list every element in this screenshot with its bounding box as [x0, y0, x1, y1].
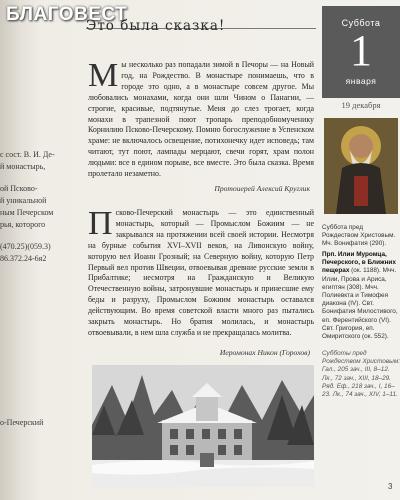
monastery-illustration	[92, 365, 314, 487]
sidebar-feast: Суббота пред Рождеством Христовым. Мч. Вонифатия (290).	[322, 224, 396, 248]
old-style-date: 19 декабря	[341, 100, 381, 110]
saint-icon-image	[324, 118, 398, 214]
watermark: БЛАГОВЕСТ	[6, 4, 128, 25]
monastery-photo	[92, 365, 314, 487]
prev-line: 86.372.24-6я2	[0, 254, 47, 263]
prev-line: с сост. В. И. Де-	[0, 150, 55, 159]
saint-icon	[324, 118, 398, 214]
date-box	[322, 6, 400, 98]
paragraph-1-text: ы несколько раз попадали зимой в Печоры — на Новый год, на Рождество. В монастыре понимаешь, что в городе это одно, а в монастыре совсем другое. Мы любовались монахами, когда они шли Чином о Панагии, — строгие, красивые, подтянутые. Меня до слез трогает, когда монахи в трапезной поют тропарь преподобномученику Корнилию Псково-Печерскому. Помню богослужение в Успенском храме: не включалось освещение, потихонечку идет исповедь; там читают, тут поют, лампады мерцают, свечи горят, храм полон людьми: все в едином порыве, все вместе. Это была сказка. Время пролетало незаметно.	[88, 60, 314, 179]
sidebar-saints	[322, 251, 400, 341]
prev-line: рья, которого	[0, 220, 46, 229]
sidebar-readings: Субботы пред Рождеством Христовым: Гал., 205 зач., III, 8–12. Лк., 72 зач., XIII, 18–29. Ряд. Еф., 218 зач., I, 16–23. Лк., 74 зач., XIV, 1–11.	[322, 350, 400, 399]
previous-page-fragment	[0, 0, 80, 500]
paragraph-2	[88, 205, 314, 339]
dropcap: М	[88, 57, 119, 94]
signature-2: Иеромонах Никон (Горохов)	[219, 348, 310, 357]
day-number: 1	[350, 26, 372, 75]
prev-line: й монастырь,	[0, 162, 46, 171]
saint-list: (ок. 1188). Мчч. Илии, Прова и Ариса, египтян (308). Мчч. Полиевкта и Тимофея диакона (IV). Свт. Бонифатия Милостивого, еп. Ферентийского (VI). Свт. Григория, еп. Омиритского (ок. 552).	[322, 267, 398, 341]
prev-line: ным Печерском	[0, 208, 54, 217]
paragraph-1	[88, 57, 314, 180]
signature-1: Протоиерей Алексий Круглик	[214, 184, 310, 193]
prev-line: й уникальной	[0, 196, 47, 205]
prev-line: (470.25)(059.3)	[0, 242, 51, 251]
calendar-sidebar	[322, 0, 400, 500]
article-title: Это была сказка!	[86, 18, 226, 34]
main-column	[86, 0, 316, 500]
paragraph-2-text: сково-Печерский монастырь — это единственный монастырь, который — Промыслом Божиим — не закрывался на протяжении всей своей истории. Несмотря на бурные события XVI–XVII веков, на Ливонскую войну, которую вел Иоанн Грозный; на Северную войну, которую Петр Первый вел против Швеции, отвоевывая древние русские земли в Прибалтике; несмотря на Гражданскую и Великую Отечественную войны, затронувшие монастырь и принесшие ему беды и разруху, Промыслом Божиим монастырь оставался действующим. Во время советской власти много раз пытались закрыть монастырь. Но братия молилась, и монастырь отвоевывали, в нем шла служба и не прекращалась молитва.	[88, 208, 314, 337]
prev-line: ой Псково-	[0, 184, 38, 193]
dropcap: П	[88, 205, 113, 242]
saint-bold-name: Прп. Илии Муромца, Печерского, в Ближних пещерах	[322, 251, 396, 275]
weekday: Суббота	[341, 18, 381, 28]
month: января	[345, 76, 377, 86]
prev-line: о-Печерский	[0, 418, 44, 427]
page-number: 3	[388, 482, 393, 491]
